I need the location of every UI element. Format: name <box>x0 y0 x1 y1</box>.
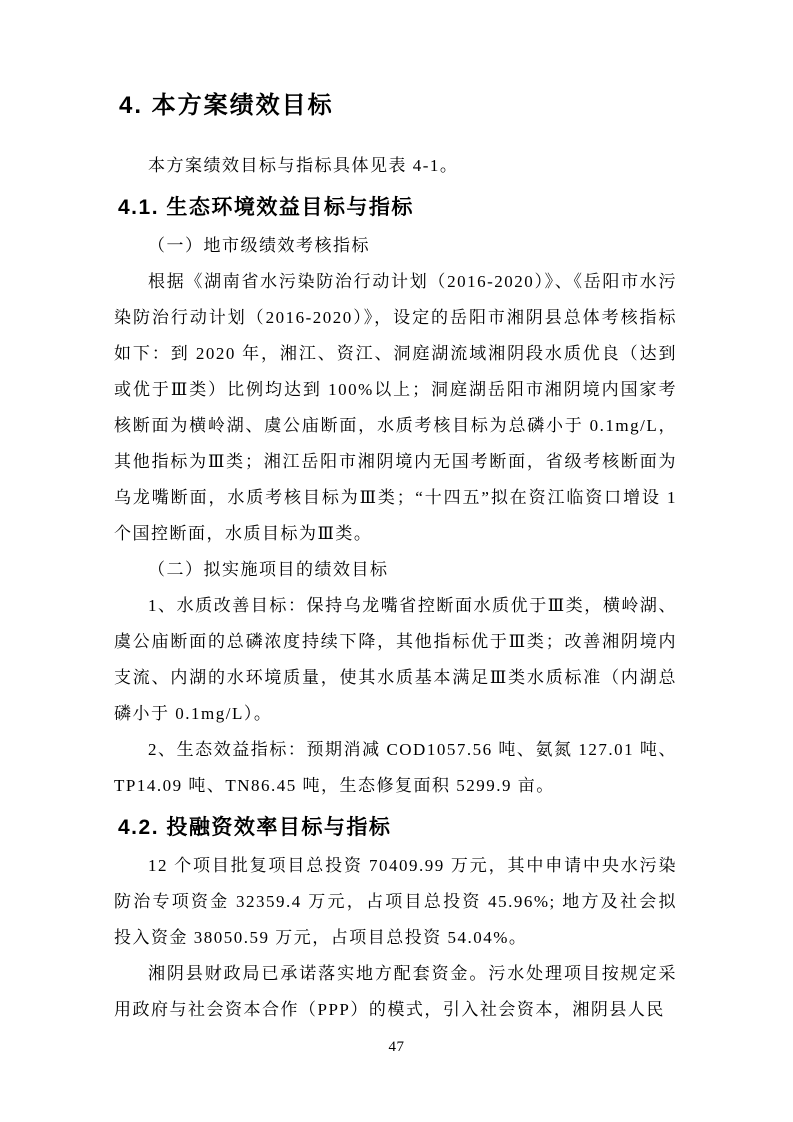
intro-paragraph: 本方案绩效目标与指标具体见表 4-1。 <box>148 156 459 175</box>
paragraph-water-quality-goal: 1、水质改善目标：保持乌龙嘴省控断面水质优于Ⅲ类，横岭湖、虞公庙断面的总磷浓度持续下降，其他指标优于Ⅲ类；改善湘阴境内支流、内湖的水环境质量，使其水质基本满足Ⅲ类水质标准（内湖总磷小于 0.1mg/L）。 <box>114 596 677 723</box>
heading-section-4: 4. 本方案绩效目标 <box>119 92 334 119</box>
heading-section-4-1: 4.1. 生态环境效益目标与指标 <box>118 196 414 219</box>
heading-section-4-2: 4.2. 投融资效率目标与指标 <box>118 816 392 839</box>
paragraph-local-funding-commitment: 湘阴县财政局已承诺落实地方配套资金。污水处理项目按规定采用政府与社会资本合作（PPP）的模式，引入社会资本，湘阴县人民 <box>114 964 677 1019</box>
page-number: 47 <box>388 1039 405 1055</box>
paragraph-total-investment: 12 个项目批复项目总投资 70409.99 万元，其中申请中央水污染防治专项资金 32359.4 万元，占项目总投资 45.96%; 地方及社会拟投入资金 38050.59 万元，占项目总投资 54.04%。 <box>114 856 677 947</box>
paragraph-eco-benefit-indicators: 2、生态效益指标：预期消减 COD1057.56 吨、氨氮 127.01 吨、TP14.09 吨、TN86.45 吨，生态修复面积 5299.9 亩。 <box>114 740 677 795</box>
paragraph-city-level-indicators: 根据《湖南省水污染防治行动计划（2016-2020）》、《岳阳市水污染防治行动计划（2016-2020）》，设定的岳阳市湘阴县总体考核指标如下：到 2020 年，湘江、资江、洞庭湖流域湘阴段水质优良（达到或优于Ⅲ类）比例均达到 100%以上；洞庭湖岳阳市湘阴境内国家考核断面为横岭湖、虞公庙断面，水质考核目标为总磷小于 0.1mg/L，其他指标为Ⅲ类；湘江岳阳市湘阴境内无国考断面，省级考核断面为乌龙嘴断面，水质考核目标为Ⅲ类；“十四五”拟在资江临资口增设 1 个国控断面，水质目标为Ⅲ类。 <box>114 272 677 543</box>
subheading-city-level-indicators: （一）地市级绩效考核指标 <box>148 236 370 255</box>
subheading-project-performance-goals: （二）拟实施项目的绩效目标 <box>148 560 389 579</box>
